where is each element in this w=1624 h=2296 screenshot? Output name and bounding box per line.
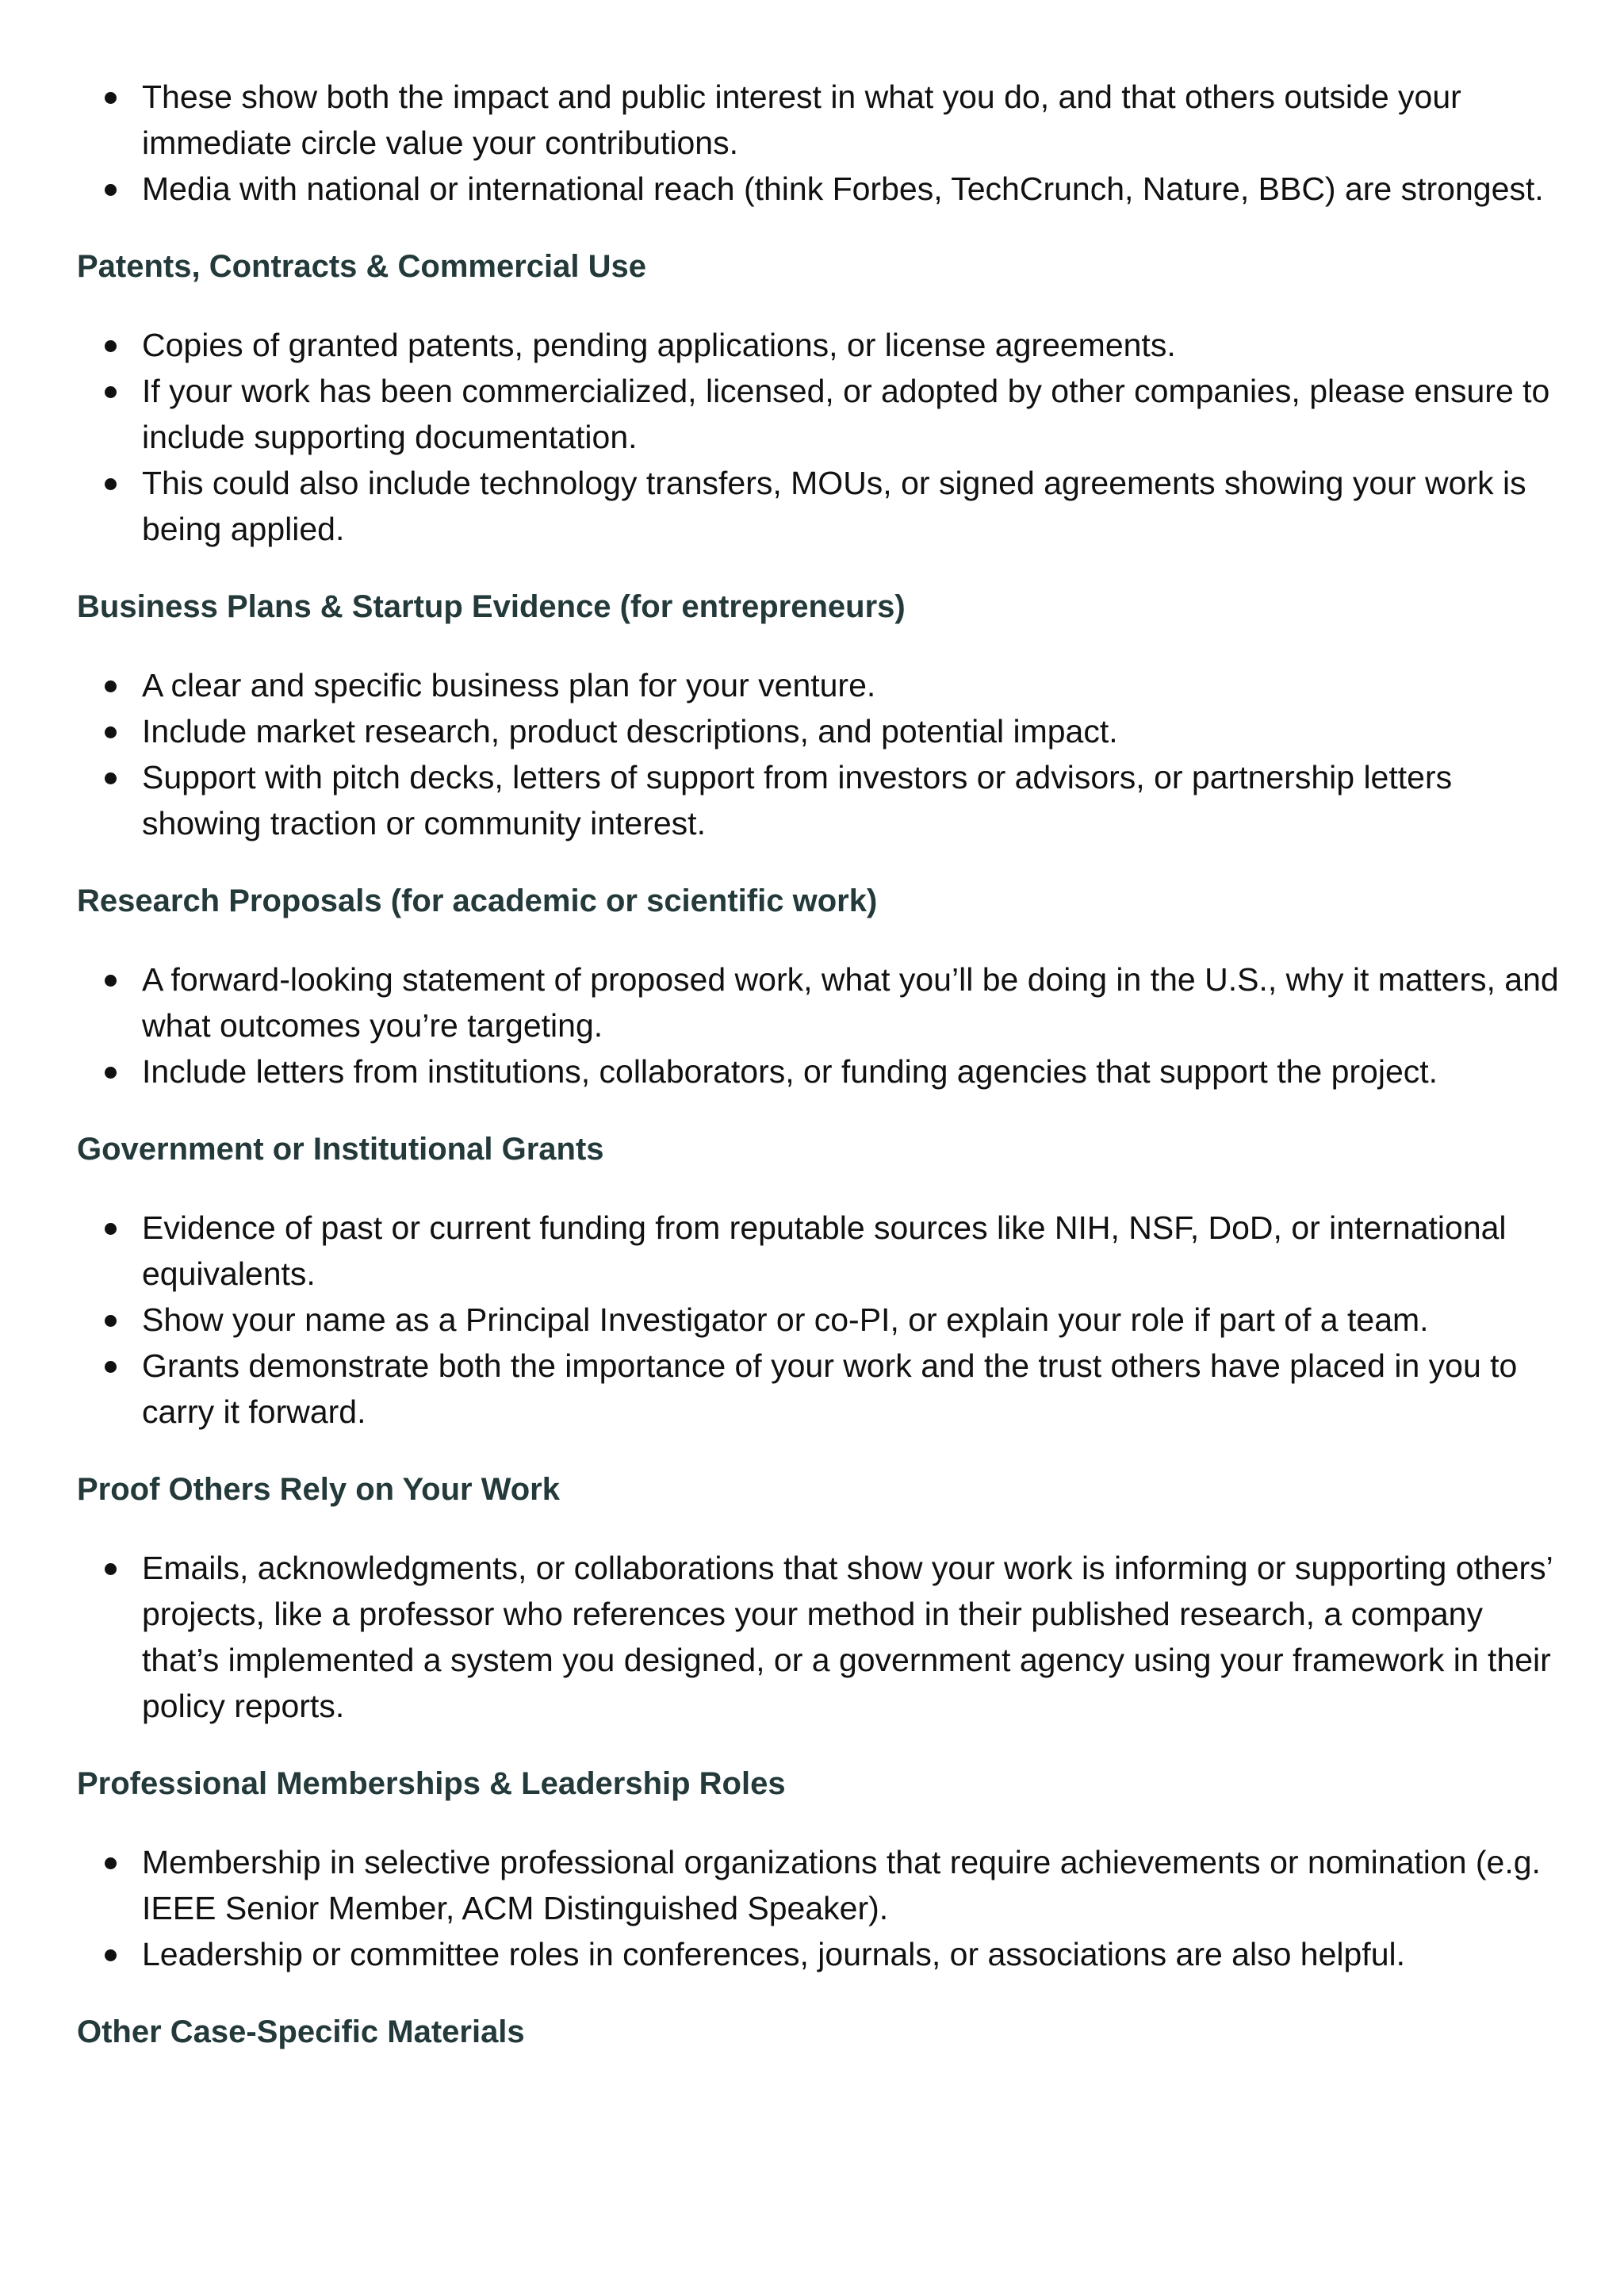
list-item: Copies of granted patents, pending applications, or license agreements. (77, 322, 1568, 368)
intro-bullet-list (77, 74, 1568, 212)
list-item: Evidence of past or current funding from reputable sources like NIH, NSF, DoD, or international equivalents. (77, 1205, 1568, 1297)
section-patents (77, 243, 1568, 552)
list-item: Include letters from institutions, collaborators, or funding agencies that support the project. (77, 1048, 1568, 1094)
list-item: Show your name as a Principal Investigator or co-PI, or explain your role if part of a team. (77, 1297, 1568, 1343)
bullet-list (77, 1545, 1568, 1729)
section-business-plans (77, 584, 1568, 846)
section-memberships (77, 1761, 1568, 1977)
list-item: A forward-looking statement of proposed work, what you’ll be doing in the U.S., why it matters, and what outcomes you’re targeting. (77, 956, 1568, 1048)
list-item: Emails, acknowledgments, or collaborations that show your work is informing or supporting others’ projects, like a professor who references your method in their published research, a company that’s implemented a system you designed, or a government agency using your framework in their policy reports. (77, 1545, 1568, 1729)
section-heading-other-materials: Other Case-Specific Materials (77, 2014, 525, 2049)
section-proof-others-rely (77, 1466, 1568, 1729)
section-heading: Business Plans & Startup Evidence (for entrepreneurs) (77, 589, 906, 624)
section-research-proposals (77, 878, 1568, 1094)
section-heading: Government or Institutional Grants (77, 1132, 604, 1167)
list-item: If your work has been commercialized, licensed, or adopted by other companies, please ensure to include supporting documentation. (77, 368, 1568, 460)
section-heading: Patents, Contracts & Commercial Use (77, 249, 647, 284)
bullet-list (77, 322, 1568, 552)
section-heading: Proof Others Rely on Your Work (77, 1472, 560, 1507)
document-page (77, 74, 1568, 2087)
list-item: Grants demonstrate both the importance of your work and the trust others have placed in you to carry it forward. (77, 1343, 1568, 1435)
section-heading: Professional Memberships & Leadership Roles (77, 1766, 786, 1801)
list-item: Support with pitch decks, letters of support from investors or advisors, or partnership letters showing traction or community interest. (77, 754, 1568, 846)
list-item: Leadership or committee roles in conferences, journals, or associations are also helpful. (77, 1931, 1568, 1977)
list-item: This could also include technology transfers, MOUs, or signed agreements showing your work is being applied. (77, 460, 1568, 552)
bullet-list (77, 662, 1568, 846)
list-item: A clear and specific business plan for your venture. (77, 662, 1568, 708)
bullet-list (77, 1839, 1568, 1977)
list-item: Media with national or international reach (think Forbes, TechCrunch, Nature, BBC) are strongest. (77, 166, 1568, 212)
section-grants (77, 1126, 1568, 1435)
section-heading: Research Proposals (for academic or scientific work) (77, 884, 878, 918)
bullet-list (77, 956, 1568, 1094)
list-item: These show both the impact and public interest in what you do, and that others outside your immediate circle value your contributions. (77, 74, 1568, 166)
bullet-list (77, 1205, 1568, 1435)
list-item: Include market research, product descriptions, and potential impact. (77, 708, 1568, 754)
list-item: Membership in selective professional organizations that require achievements or nomination (e.g. IEEE Senior Member, ACM Distinguished Speaker). (77, 1839, 1568, 1931)
